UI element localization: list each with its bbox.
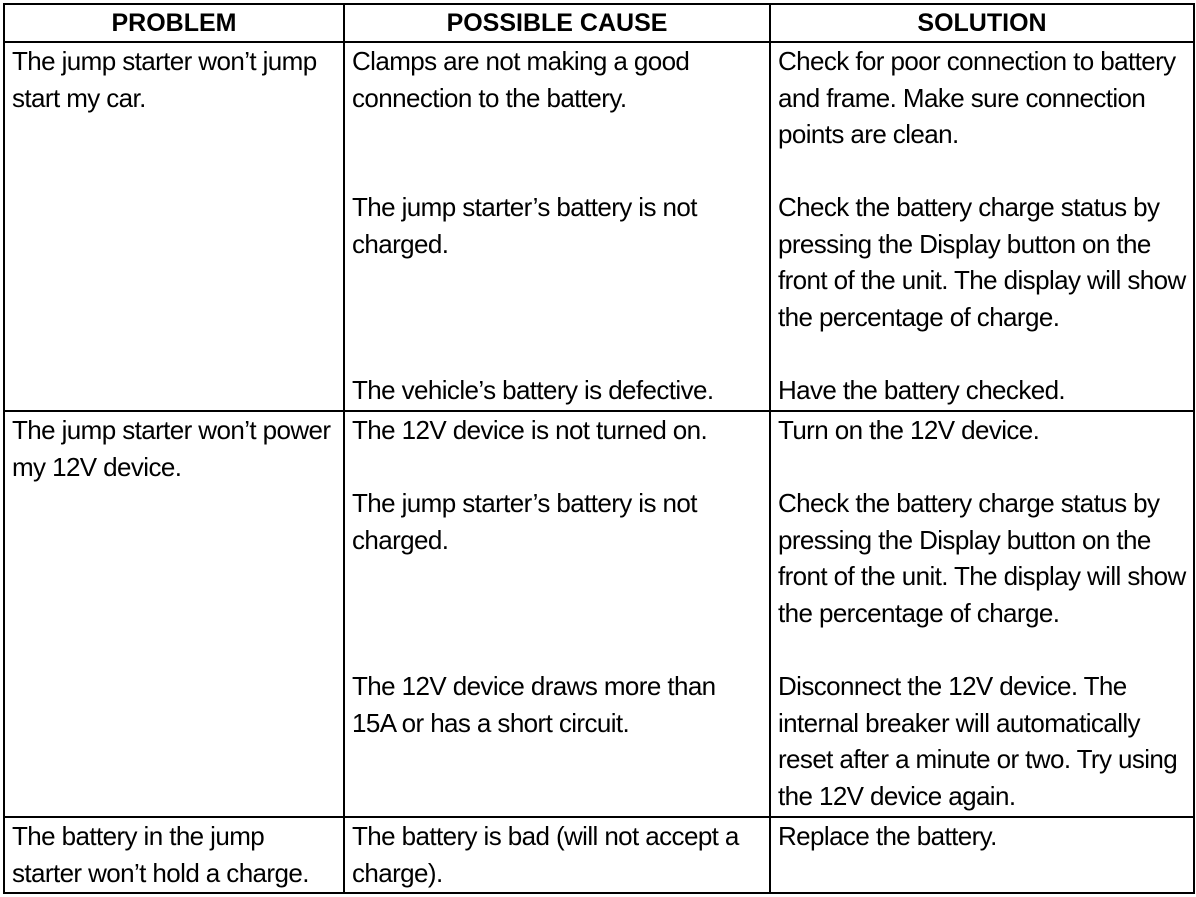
solution-text: Turn on the 12V device.: [778, 415, 1040, 445]
table-row: [4, 42, 1194, 411]
troubleshooting-table: [3, 3, 1195, 894]
cause-text: The jump starter’s battery is not charged.: [352, 488, 697, 555]
cause-text: The vehicle’s battery is defective.: [352, 375, 714, 405]
cause-text: The battery is bad (will not accept a charge).: [352, 821, 739, 888]
problem-text: The jump starter won’t power my 12V device.: [12, 415, 331, 482]
solution-cell: [770, 42, 1194, 411]
solution-text: Disconnect the 12V device. The internal breaker will automatically reset after a minute or two. Try using the 12V device again.: [778, 671, 1178, 811]
table-header-row: [4, 4, 1194, 42]
cause-text: The jump starter’s battery is not charged.: [352, 192, 697, 259]
cause-text: Clamps are not making a good connection to the battery.: [352, 46, 690, 113]
problem-text: The jump starter won’t jump start my car.: [12, 46, 317, 113]
table-row: [4, 411, 1194, 817]
solution-text: Check the battery charge status by pressing the Display button on the front of the unit. The display will show the percentage of charge.: [778, 192, 1186, 332]
cause-cell: [344, 42, 770, 411]
solution-text: Check for poor connection to battery and frame. Make sure connection points are clean.: [778, 46, 1176, 149]
solution-cell: [770, 411, 1194, 817]
cause-text: The 12V device draws more than 15A or has a short circuit.: [352, 671, 716, 738]
table-row: [4, 817, 1194, 893]
cause-cell: [344, 817, 770, 893]
cause-text: The 12V device is not turned on.: [352, 415, 708, 445]
problem-text: The battery in the jump starter won’t hold a charge.: [12, 821, 309, 888]
problem-cell: [4, 42, 344, 411]
problem-cell: [4, 411, 344, 817]
solution-text: Have the battery checked.: [778, 375, 1066, 405]
problem-cell: [4, 817, 344, 893]
header-possible-cause: POSSIBLE CAUSE: [344, 4, 770, 42]
header-problem: PROBLEM: [4, 4, 344, 42]
cause-cell: [344, 411, 770, 817]
header-solution: SOLUTION: [770, 4, 1194, 42]
solution-cell: [770, 817, 1194, 893]
solution-text: Check the battery charge status by pressing the Display button on the front of the unit. The display will show the percentage of charge.: [778, 488, 1186, 628]
solution-text: Replace the battery.: [778, 821, 997, 851]
